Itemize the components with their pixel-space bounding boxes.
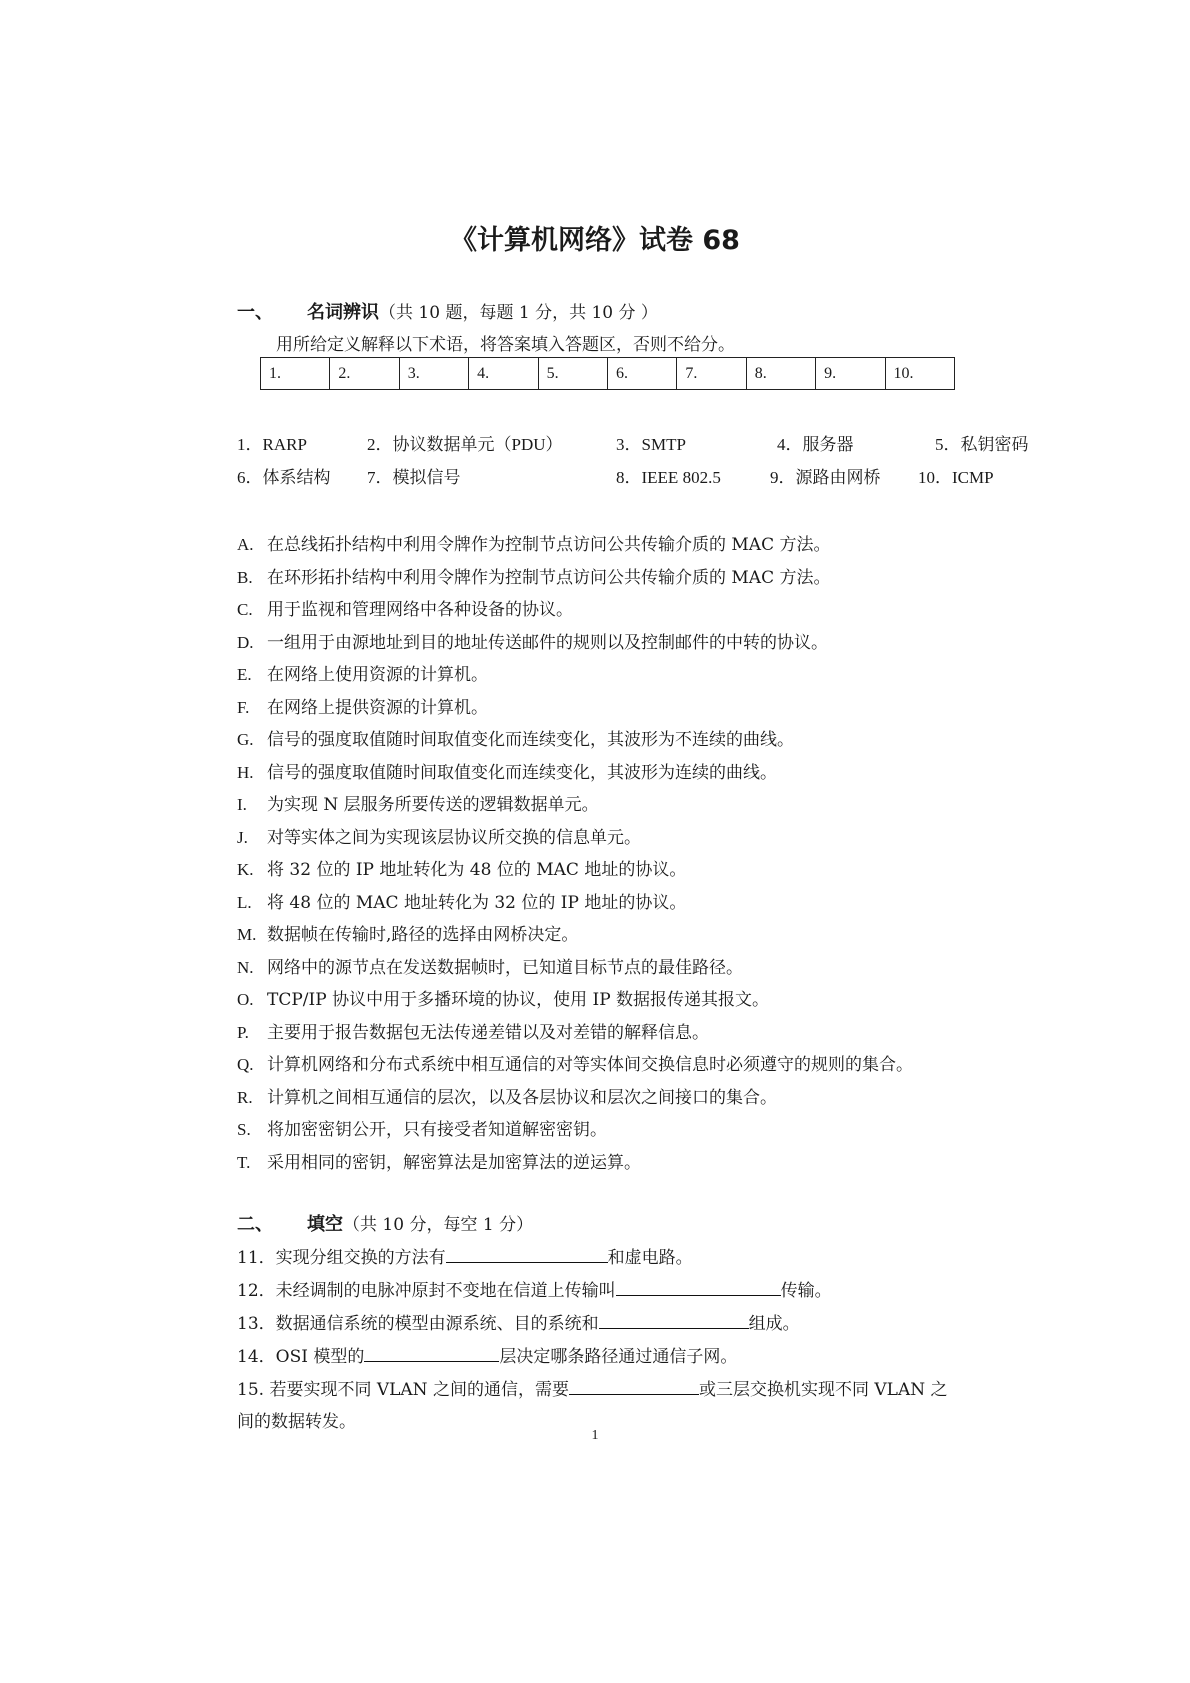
answer-table [260,357,955,390]
section-2-name: 填空 [307,1214,343,1235]
definition-item [237,1083,777,1108]
definition-label: Q. [237,1055,254,1074]
definition-text: 在总线拓扑结构中利用令牌作为控制节点访问公共传输介质的 MAC 方法。 [267,535,831,555]
section-1-name: 名词辨识 [307,302,379,323]
definition-text: 将加密密钥公开，只有接受者知道解密密钥。 [267,1120,607,1140]
question-text: 组成。 [748,1314,800,1334]
definition-item [237,790,599,815]
question-text: 12．未经调制的电脉冲原封不变地在信道上传输叫 [237,1281,616,1301]
definition-item [237,855,686,880]
definition-label: E. [237,665,252,684]
section-1-instruction: 用所给定义解释以下术语，将答案填入答题区，否则不给分。 [276,335,735,355]
definition-label: D. [237,632,254,652]
term-item: 10．ICMP [918,468,994,487]
answer-cell[interactable]: 8. [746,358,815,390]
definition-text: 信号的强度取值随时间取值变化而连续变化，其波形为连续的曲线。 [267,762,777,783]
definition-label: S. [237,1120,251,1139]
section-1-header [237,298,658,324]
definition-item [237,1050,913,1075]
definition-item [237,725,794,750]
definition-text: 用于监视和管理网络中各种设备的协议。 [267,600,573,620]
answer-cell[interactable]: 7. [677,358,746,390]
term-item: 2．协议数据单元（PDU） [367,435,563,454]
definition-label: B. [237,567,253,587]
definition-item [237,660,488,685]
fill-question-12 [237,1276,832,1301]
answer-blank[interactable] [599,1312,749,1329]
definition-text: TCP/IP 协议中用于多播环境的协议，使用 IP 数据报传递其报文。 [267,990,770,1010]
answer-cell[interactable]: 6. [607,358,676,390]
term-item: 5．私钥密码 [935,435,1029,454]
answer-cell[interactable]: 10. [885,358,954,390]
question-text: 14．OSI 模型的 [237,1347,365,1367]
term-item: 7．模拟信号 [367,468,461,487]
fill-question-11 [237,1243,693,1268]
definition-item [237,823,641,848]
answer-cell[interactable]: 1. [261,358,330,390]
fill-question-15 [237,1375,948,1400]
definition-text: 将 32 位的 IP 地址转化为 48 位的 MAC 地址的协议。 [267,860,687,880]
section-1-number: 一、 [237,302,273,323]
definition-text: 计算机网络和分布式系统中相互通信的对等实体间交换信息时必须遵守的规则的集合。 [267,1055,913,1075]
definition-text: 一组用于由源地址到目的地址传送邮件的规则以及控制邮件的中转的协议。 [267,632,828,653]
definition-text: 在环形拓扑结构中利用令牌作为控制节点访问公共传输介质的 MAC 方法。 [267,567,831,588]
definition-item [237,1018,709,1043]
definition-label: N. [237,957,254,977]
question-text: 15. 若要实现不同 VLAN 之间的通信，需要 [237,1380,569,1400]
definition-text: 对等实体之间为实现该层协议所交换的信息单元。 [267,827,641,848]
definition-label: L. [237,892,252,912]
definition-item [237,985,769,1010]
definition-item [237,628,828,653]
question-text: 和虚电路。 [607,1248,693,1268]
term-item: 9．源路由网桥 [770,468,881,487]
term-item: 3．SMTP [616,435,686,454]
answer-blank[interactable] [569,1378,699,1395]
definition-item [237,563,831,588]
definition-label: K. [237,860,254,879]
definition-label: H. [237,762,254,782]
question-text: 层决定哪条路径通过通信子网。 [499,1347,738,1367]
definition-label: I. [237,795,247,814]
section-1-note: （共 10 题，每题 1 分，共 10 分 ） [379,303,658,323]
definition-label: T. [237,1152,251,1172]
definition-text: 采用相同的密钥，解密算法是加密算法的逆运算。 [267,1152,641,1173]
definition-label: M. [237,925,257,944]
answer-cell[interactable]: 9. [816,358,885,390]
fill-question-14 [237,1342,737,1367]
definition-text: 主要用于报告数据包无法传递差错以及对差错的解释信息。 [267,1022,709,1043]
question-text: 或三层交换机实现不同 VLAN 之 [698,1380,948,1400]
answer-blank[interactable] [616,1279,781,1296]
question-text: 11．实现分组交换的方法有 [237,1248,446,1268]
question-text: 13．数据通信系统的模型由源系统、目的系统和 [237,1314,599,1334]
definition-text: 在网络上使用资源的计算机。 [267,665,488,685]
definition-text: 网络中的源节点在发送数据帧时，已知道目标节点的最佳路径。 [267,957,743,978]
answer-cell[interactable]: 3. [399,358,468,390]
page-title: 《计算机网络》试卷 68 [450,225,740,256]
term-item: 1．RARP [237,435,307,454]
definition-text: 计算机之间相互通信的层次，以及各层协议和层次之间接口的集合。 [267,1087,777,1108]
definition-text: 信号的强度取值随时间取值变化而连续变化，其波形为不连续的曲线。 [267,730,794,750]
answer-blank[interactable] [446,1246,608,1263]
definition-label: G. [237,730,254,749]
section-2-note: （共 10 分，每空 1 分） [343,1215,534,1235]
fill-question-15-continuation: 间的数据转发。 [237,1412,356,1432]
answer-cell[interactable]: 2. [330,358,399,390]
answer-blank[interactable] [364,1345,499,1362]
definition-text: 数据帧在传输时,路径的选择由网桥决定。 [267,925,579,945]
definition-label: F. [237,697,250,717]
definition-item [237,530,831,555]
definition-label: A. [237,535,254,554]
definition-label: P. [237,1022,249,1042]
fill-question-13 [237,1309,800,1334]
definition-item [237,920,578,945]
page-number: 1 [591,1428,599,1443]
definition-label: C. [237,600,253,619]
definition-label: R. [237,1087,253,1107]
definition-item [237,953,743,978]
section-2-header [237,1210,533,1236]
definition-item [237,888,686,913]
definition-text: 为实现 N 层服务所要传送的逻辑数据单元。 [267,795,599,815]
term-item: 6．体系结构 [237,468,331,487]
definition-item [237,1115,607,1140]
definition-text: 在网络上提供资源的计算机。 [267,697,488,718]
term-item: 8．IEEE 802.5 [616,468,721,487]
section-2-number: 二、 [237,1214,273,1235]
question-text: 传输。 [780,1281,832,1301]
definition-label: J. [237,827,248,847]
answer-cell[interactable]: 4. [469,358,538,390]
answer-cell[interactable]: 5. [538,358,607,390]
definition-item [237,595,573,620]
definition-item [237,693,488,718]
definition-item [237,1148,641,1173]
definition-label: O. [237,990,254,1009]
term-item: 4．服务器 [777,435,854,454]
definition-text: 将 48 位的 MAC 地址转化为 32 位的 IP 地址的协议。 [267,892,687,913]
definition-item [237,758,777,783]
